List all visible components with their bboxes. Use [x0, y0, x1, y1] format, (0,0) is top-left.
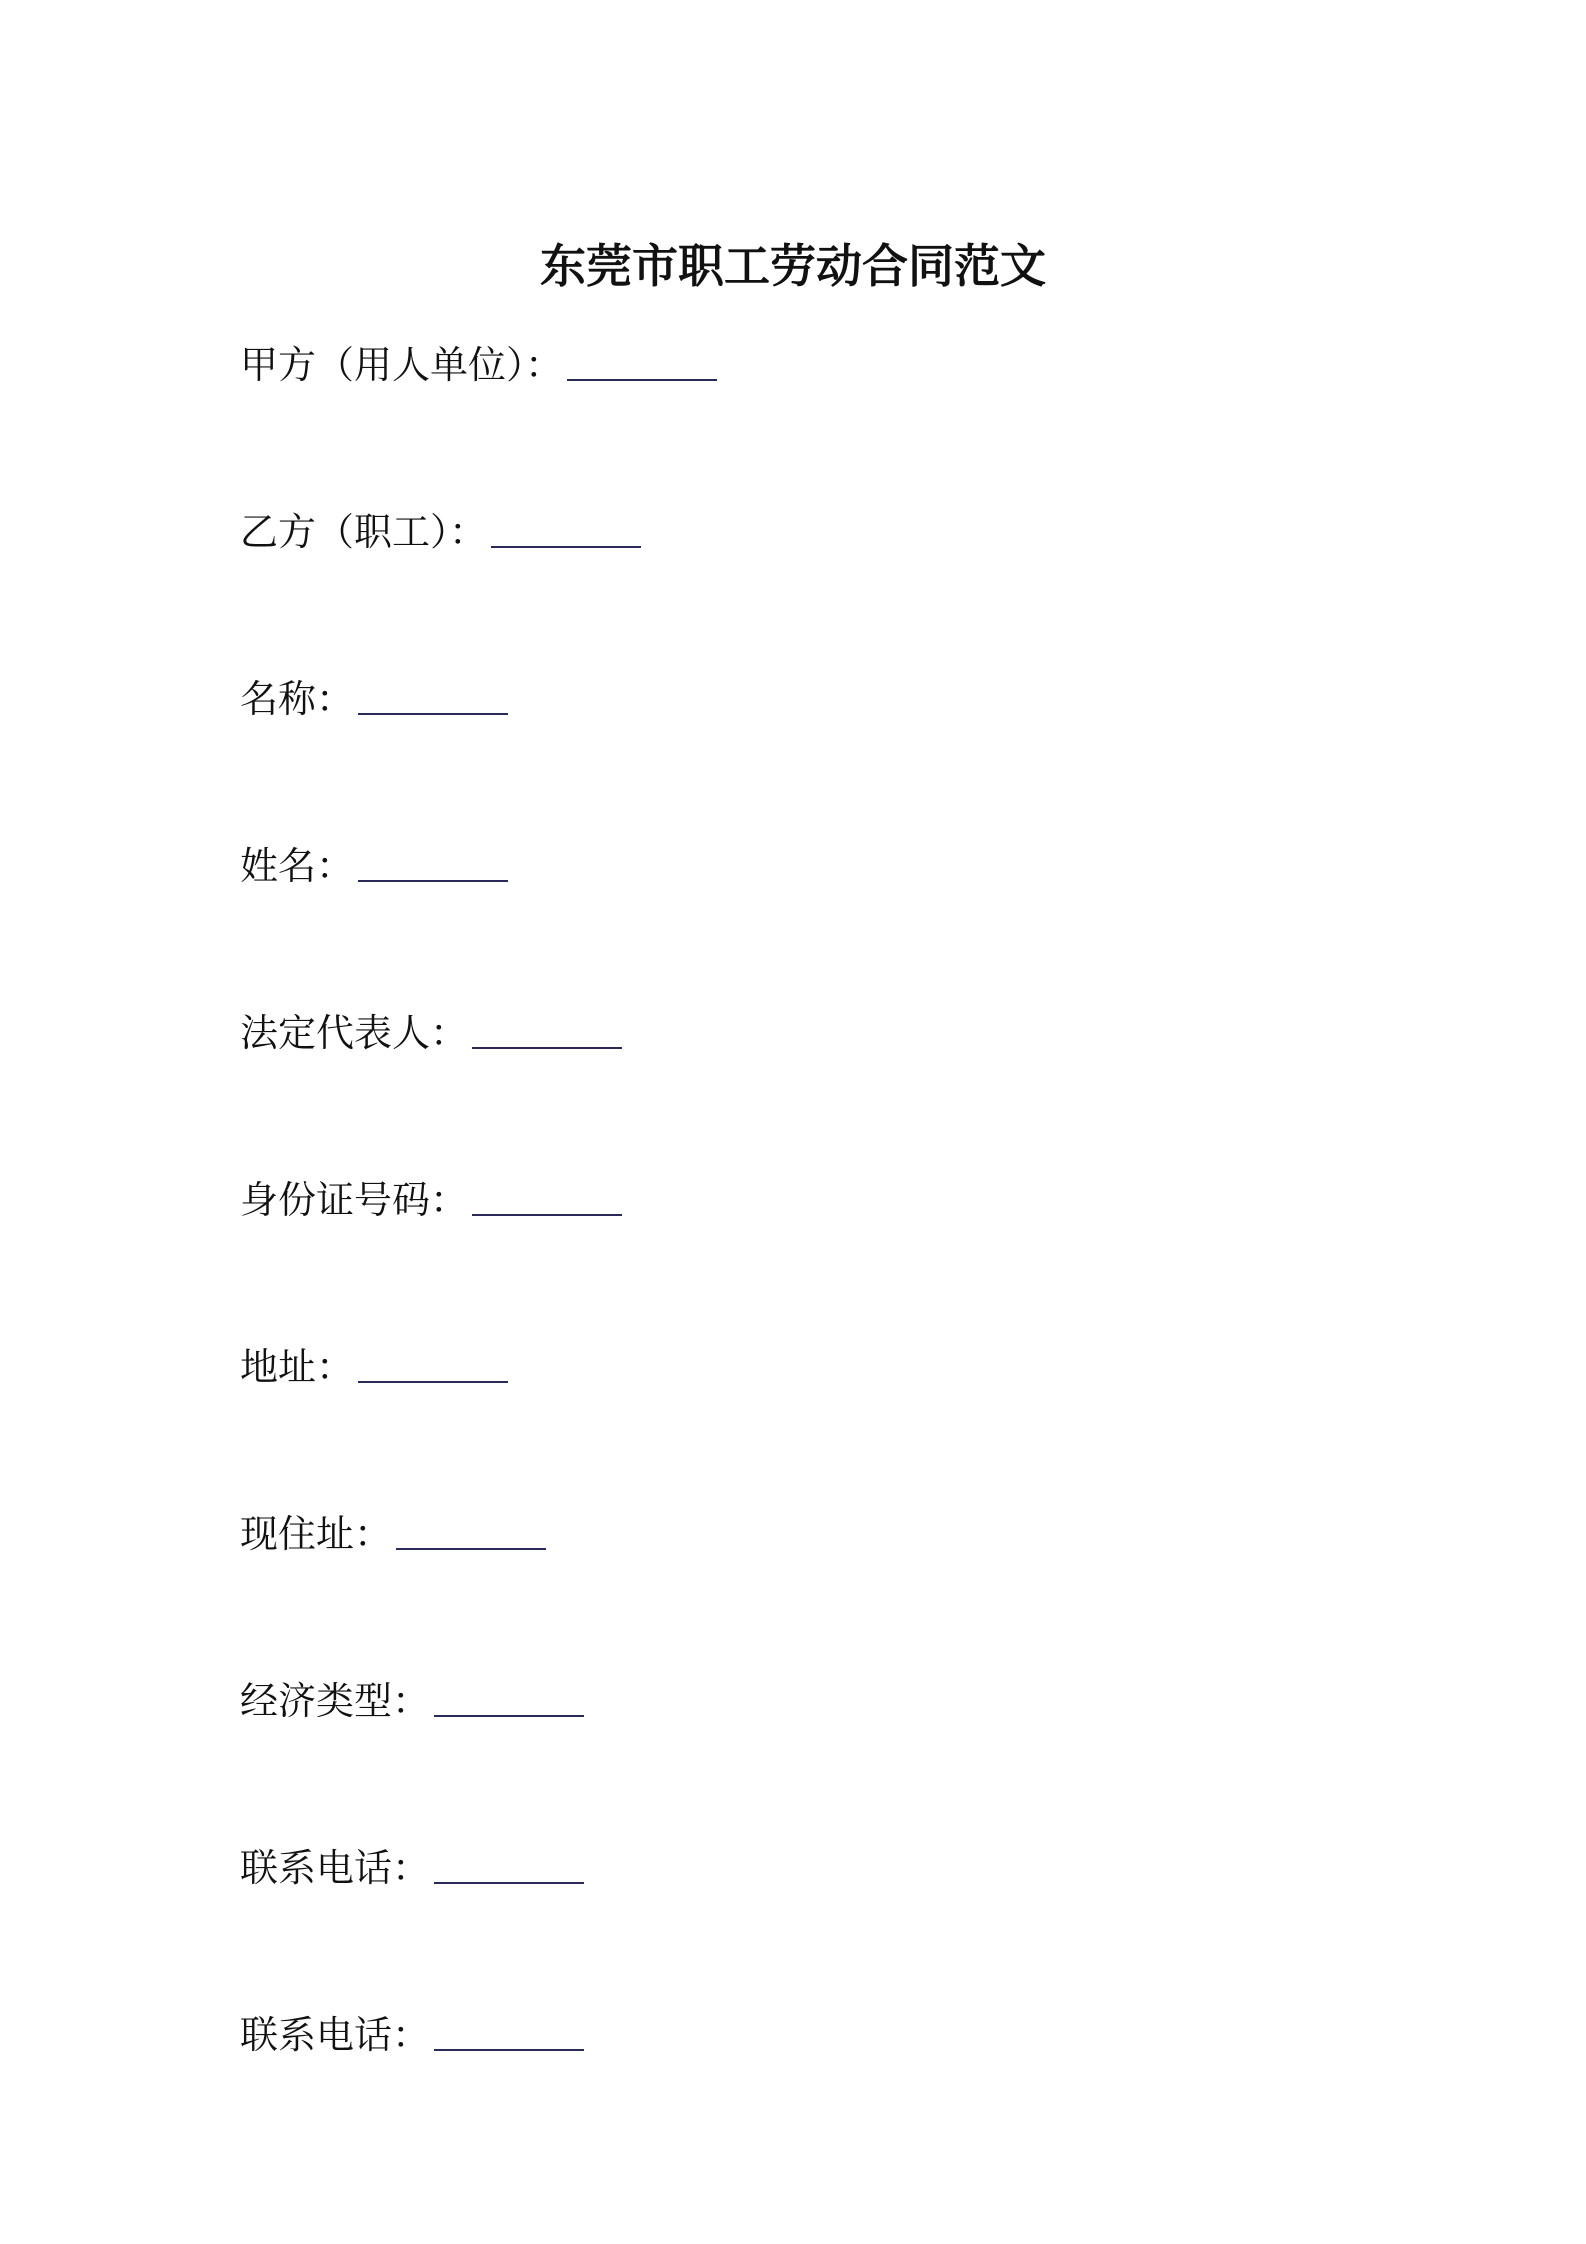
field-label: 现住址：: [240, 1512, 393, 1556]
fill-in-blank[interactable]: [472, 1047, 622, 1049]
field-id-number: [240, 1165, 622, 1225]
field-label: 联系电话：: [240, 2013, 431, 2057]
field-party-b: [240, 497, 641, 557]
fill-in-blank[interactable]: [396, 1548, 546, 1550]
field-label: 身份证号码：: [240, 1178, 469, 1222]
fill-in-blank[interactable]: [434, 1715, 584, 1717]
field-name: [240, 664, 508, 724]
field-legal-representative: [240, 998, 622, 1058]
field-full-name: [240, 831, 508, 891]
fill-in-blank[interactable]: [472, 1214, 622, 1216]
field-label: 联系电话：: [240, 1846, 431, 1890]
field-phone-2: [240, 2000, 584, 2060]
fill-in-blank[interactable]: [567, 379, 717, 381]
field-address: [240, 1332, 508, 1392]
document-title: 东莞市职工劳动合同范文: [540, 238, 1046, 293]
field-party-a: [240, 330, 717, 390]
fill-in-blank[interactable]: [358, 1381, 508, 1383]
fill-in-blank[interactable]: [358, 713, 508, 715]
fill-in-blank[interactable]: [434, 1882, 584, 1884]
field-label: 乙方（职工）：: [240, 510, 488, 554]
field-label: 名称：: [240, 677, 355, 721]
fill-in-blank[interactable]: [434, 2049, 584, 2051]
field-label: 甲方（用人单位）：: [240, 343, 564, 387]
field-label: 经济类型：: [240, 1679, 431, 1723]
field-label: 法定代表人：: [240, 1011, 469, 1055]
field-phone: [240, 1833, 584, 1893]
field-label: 地址：: [240, 1345, 355, 1389]
fill-in-blank[interactable]: [491, 546, 641, 548]
field-current-address: [240, 1499, 546, 1559]
field-economic-type: [240, 1666, 584, 1726]
fill-in-blank[interactable]: [358, 880, 508, 882]
field-label: 姓名：: [240, 844, 355, 888]
